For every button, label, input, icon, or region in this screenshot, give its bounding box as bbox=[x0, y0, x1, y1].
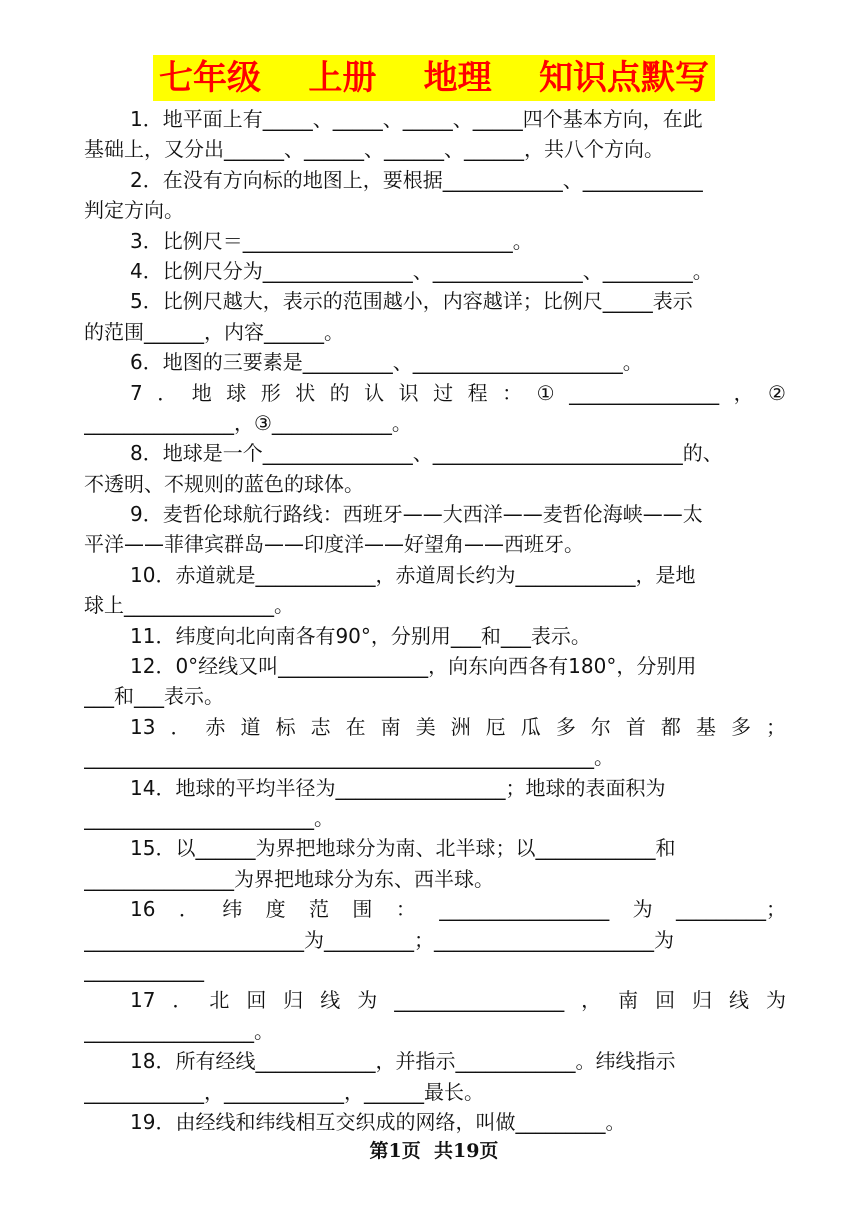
question-9-line-1: 9．麦哲伦球航行路线：西班牙——大西洋——麦哲伦海峡——太 bbox=[130, 502, 703, 527]
question-5-line-1: 5．比例尺越大，表示的范围越小，内容越详；比例尺_____表示 bbox=[130, 289, 693, 314]
question-10-line-1: 10．赤道就是____________，赤道周长约为____________，是地 bbox=[130, 562, 696, 587]
question-17-line-1: 17．北回归线为_________________，南回归线为 bbox=[130, 988, 786, 1013]
question-18-line-1: 18．所有经线____________，并指示____________。纬线指示 bbox=[130, 1049, 676, 1074]
page-title: 七年级 上册 地理 知识点默写 bbox=[153, 55, 715, 101]
question-4: 4．比例尺分为_______________、_______________、_________。 bbox=[130, 258, 713, 283]
question-16-line-1: 16．纬度范围：_________________为_________； bbox=[130, 897, 786, 922]
question-14-line-2: _______________________。 bbox=[84, 805, 334, 830]
question-18-line-2: ____________，____________，______最长。 bbox=[84, 1079, 484, 1104]
title-wrap bbox=[0, 55, 868, 101]
question-11: 11．纬度向北向南各有90°，分别用___和___表示。 bbox=[130, 623, 591, 648]
question-list bbox=[84, 104, 786, 1137]
question-8-line-2: 不透明、不规则的蓝色的球体。 bbox=[84, 471, 364, 496]
question-3: 3．比例尺＝___________________________。 bbox=[130, 228, 533, 253]
question-2-line-2: 判定方向。 bbox=[84, 198, 184, 223]
question-7-line-2: _______________，③____________。 bbox=[84, 410, 412, 435]
question-10-line-2: 球上_______________。 bbox=[84, 593, 294, 618]
question-8-line-1: 8．地球是一个_______________、_________________________的、 bbox=[130, 441, 723, 466]
question-13-line-1: 13．赤道标志在南美洲厄瓜多尔首都基多； bbox=[130, 714, 786, 739]
question-16-line-3: ____________ bbox=[84, 957, 204, 982]
question-9-line-2: 平洋——菲律宾群岛——印度洋——好望角——西班牙。 bbox=[84, 532, 584, 557]
question-1-line-2: 基础上，又分出______、______、______、______，共八个方向。 bbox=[84, 137, 664, 162]
question-6: 6．地图的三要素是_________、_____________________。 bbox=[130, 350, 643, 375]
question-16-line-2: ______________________为_________；______________________为 bbox=[84, 927, 674, 952]
question-2-line-1: 2．在没有方向标的地图上，要根据____________、____________ bbox=[130, 167, 703, 192]
question-17-line-2: _________________。 bbox=[84, 1018, 274, 1043]
page-number: 第1页 共19页 bbox=[369, 1140, 499, 1162]
question-13-line-2: ___________________________________________________。 bbox=[84, 745, 614, 770]
question-15-line-2: _______________为界把地球分为东、西半球。 bbox=[84, 866, 494, 891]
question-5-line-2: 的范围______，内容______。 bbox=[84, 319, 344, 344]
question-14-line-1: 14．地球的平均半径为_________________；地球的表面积为 bbox=[130, 775, 666, 800]
question-12-line-2: ___和___表示。 bbox=[84, 684, 224, 709]
question-1-line-1: 1．地平面上有_____、_____、_____、_____四个基本方向，在此 bbox=[130, 107, 703, 131]
question-7-line-1: 7．地球形状的认识过程：①_______________，② bbox=[130, 380, 786, 405]
question-19: 19．由经线和纬线相互交织成的网络，叫做_________。 bbox=[130, 1109, 626, 1134]
question-15-line-1: 15．以______为界把地球分为南、北半球；以____________和 bbox=[130, 836, 676, 861]
question-12-line-1: 12．0°经线又叫_______________，向东向西各有180°，分别用 bbox=[130, 654, 697, 679]
